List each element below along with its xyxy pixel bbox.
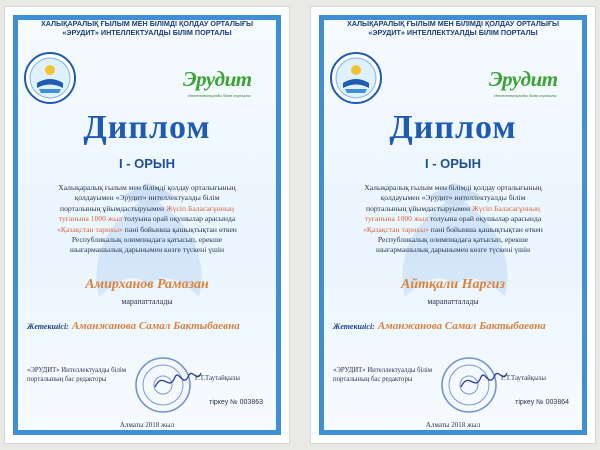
award-text-line: туғанына 1000 жыл толуына орай оқушылар арасында <box>58 214 236 224</box>
award-text <box>29 183 265 256</box>
award-text-line: Халықаралық ғылым мен білімді қолдау орталығының <box>58 183 236 192</box>
editor-name: Г.Т.Таутайқызы <box>195 375 240 382</box>
highlight-text: туғанына 1000 жыл <box>364 214 429 224</box>
award-text-line: шығармашылық дарынымен көзге түскені үшін <box>375 245 531 255</box>
award-text-line: Республикалық олимпиадаға қатысып, ерекше <box>71 235 223 245</box>
place-label: I - ОРЫН <box>118 156 176 171</box>
highlight-text: Жүсіп Баласағұнның <box>165 203 234 213</box>
award-text-line: қолдауымен «Эрудит» интеллектуалды білім <box>74 193 220 203</box>
diploma-title: Диплом <box>83 109 211 146</box>
award-text-line: порталының ұйымдастыруымен Жүсіп Баласағұнның <box>60 203 234 213</box>
diploma-left <box>4 6 290 444</box>
highlight-text: туғанына 1000 жыл <box>58 214 123 224</box>
awarded-label: марапатталады <box>427 297 479 306</box>
highlight-text: Жүсіп Баласағұнның <box>471 203 540 213</box>
supervisor-label: Жетекшісі: <box>27 322 69 331</box>
recipient-name: Амирханов Рамазан <box>85 277 209 292</box>
place-label: I - ОРЫН <box>424 156 482 171</box>
award-text-line: Халықаралық ғылым мен білімді қолдау орталығының <box>364 183 542 192</box>
erudit-tagline: Интеллектуалды білім порталы <box>494 93 557 98</box>
header-line-1: ХАЛЫҚАРАЛЫҚ ҒЫЛЫМ МЕН БІЛІМДІ ҚОЛДАУ ОРТАЛЫҒЫ <box>40 19 254 28</box>
award-text-line: қолдауымен «Эрудит» интеллектуалды білім <box>380 193 526 203</box>
diploma-title: Диплом <box>389 109 517 146</box>
supervisor-line <box>27 316 271 334</box>
award-text <box>335 183 571 256</box>
erudit-tagline: Интеллектуалды білім порталы <box>188 93 251 98</box>
award-text-line: туғанына 1000 жыл толуына орай оқушылар арасында <box>364 214 542 224</box>
diploma-right <box>310 6 596 444</box>
supervisor-name: Аманжанова Самал Бактыбаевна <box>71 320 240 332</box>
editor-title: «ЭРУДИТ» Интеллектуалды білім порталының бас редакторы <box>27 367 127 383</box>
diploma-header <box>329 19 577 37</box>
supervisor-label: Жетекшісі: <box>333 322 375 331</box>
erudit-logo <box>183 67 273 101</box>
diploma-header <box>23 19 271 37</box>
header-line-1: ХАЛЫҚАРАЛЫҚ ҒЫЛЫМ МЕН БІЛІМДІ ҚОЛДАУ ОРТАЛЫҒЫ <box>346 19 560 28</box>
awarded-label: марапатталады <box>121 297 173 306</box>
award-text-line: Республикалық олимпиадаға қатысып, ерекше <box>377 235 529 245</box>
highlight-text: «Қазақстан тарихы» <box>57 224 123 234</box>
city-year: Алматы 2018 жыл <box>425 421 481 429</box>
award-text-line: «Қазақстан тарихы» пәні бойынша қашықтықтан өткен <box>57 224 237 234</box>
registration-number: тіркеу № 003864 <box>515 399 569 406</box>
registration-number: тіркеу № 003863 <box>209 399 263 406</box>
supervisor-name: Аманжанова Самал Бактыбаевна <box>377 320 546 332</box>
erudit-logo-text: Эрудит <box>183 67 252 91</box>
award-text-line: порталының ұйымдастыруымен Жүсіп Баласағұнның <box>366 203 540 213</box>
supervisor-line <box>333 316 577 334</box>
award-text-line: шығармашылық дарынымен көзге түскені үшін <box>69 245 225 255</box>
erudit-logo-text: Эрудит <box>489 67 558 91</box>
city-year: Алматы 2018 жыл <box>119 421 175 429</box>
header-line-2: «ЭРУДИТ» ИНТЕЛЛЕКТУАЛДЫ БІЛІМ ПОРТАЛЫ <box>368 28 538 37</box>
erudit-logo <box>489 67 579 101</box>
award-text-line: «Қазақстан тарихы» пәні бойынша қашықтықтан өткен <box>363 224 543 234</box>
organization-emblem-icon <box>23 51 77 105</box>
recipient-name: Айтқали Наргиз <box>401 277 505 292</box>
header-line-2: «ЭРУДИТ» ИНТЕЛЛЕКТУАЛДЫ БІЛІМ ПОРТАЛЫ <box>62 28 232 37</box>
editor-name: Г.Т.Таутайқызы <box>501 375 546 382</box>
editor-title: «ЭРУДИТ» Интеллектуалды білім порталының бас редакторы <box>333 367 433 383</box>
highlight-text: «Қазақстан тарихы» <box>363 224 429 234</box>
organization-emblem-icon <box>329 51 383 105</box>
